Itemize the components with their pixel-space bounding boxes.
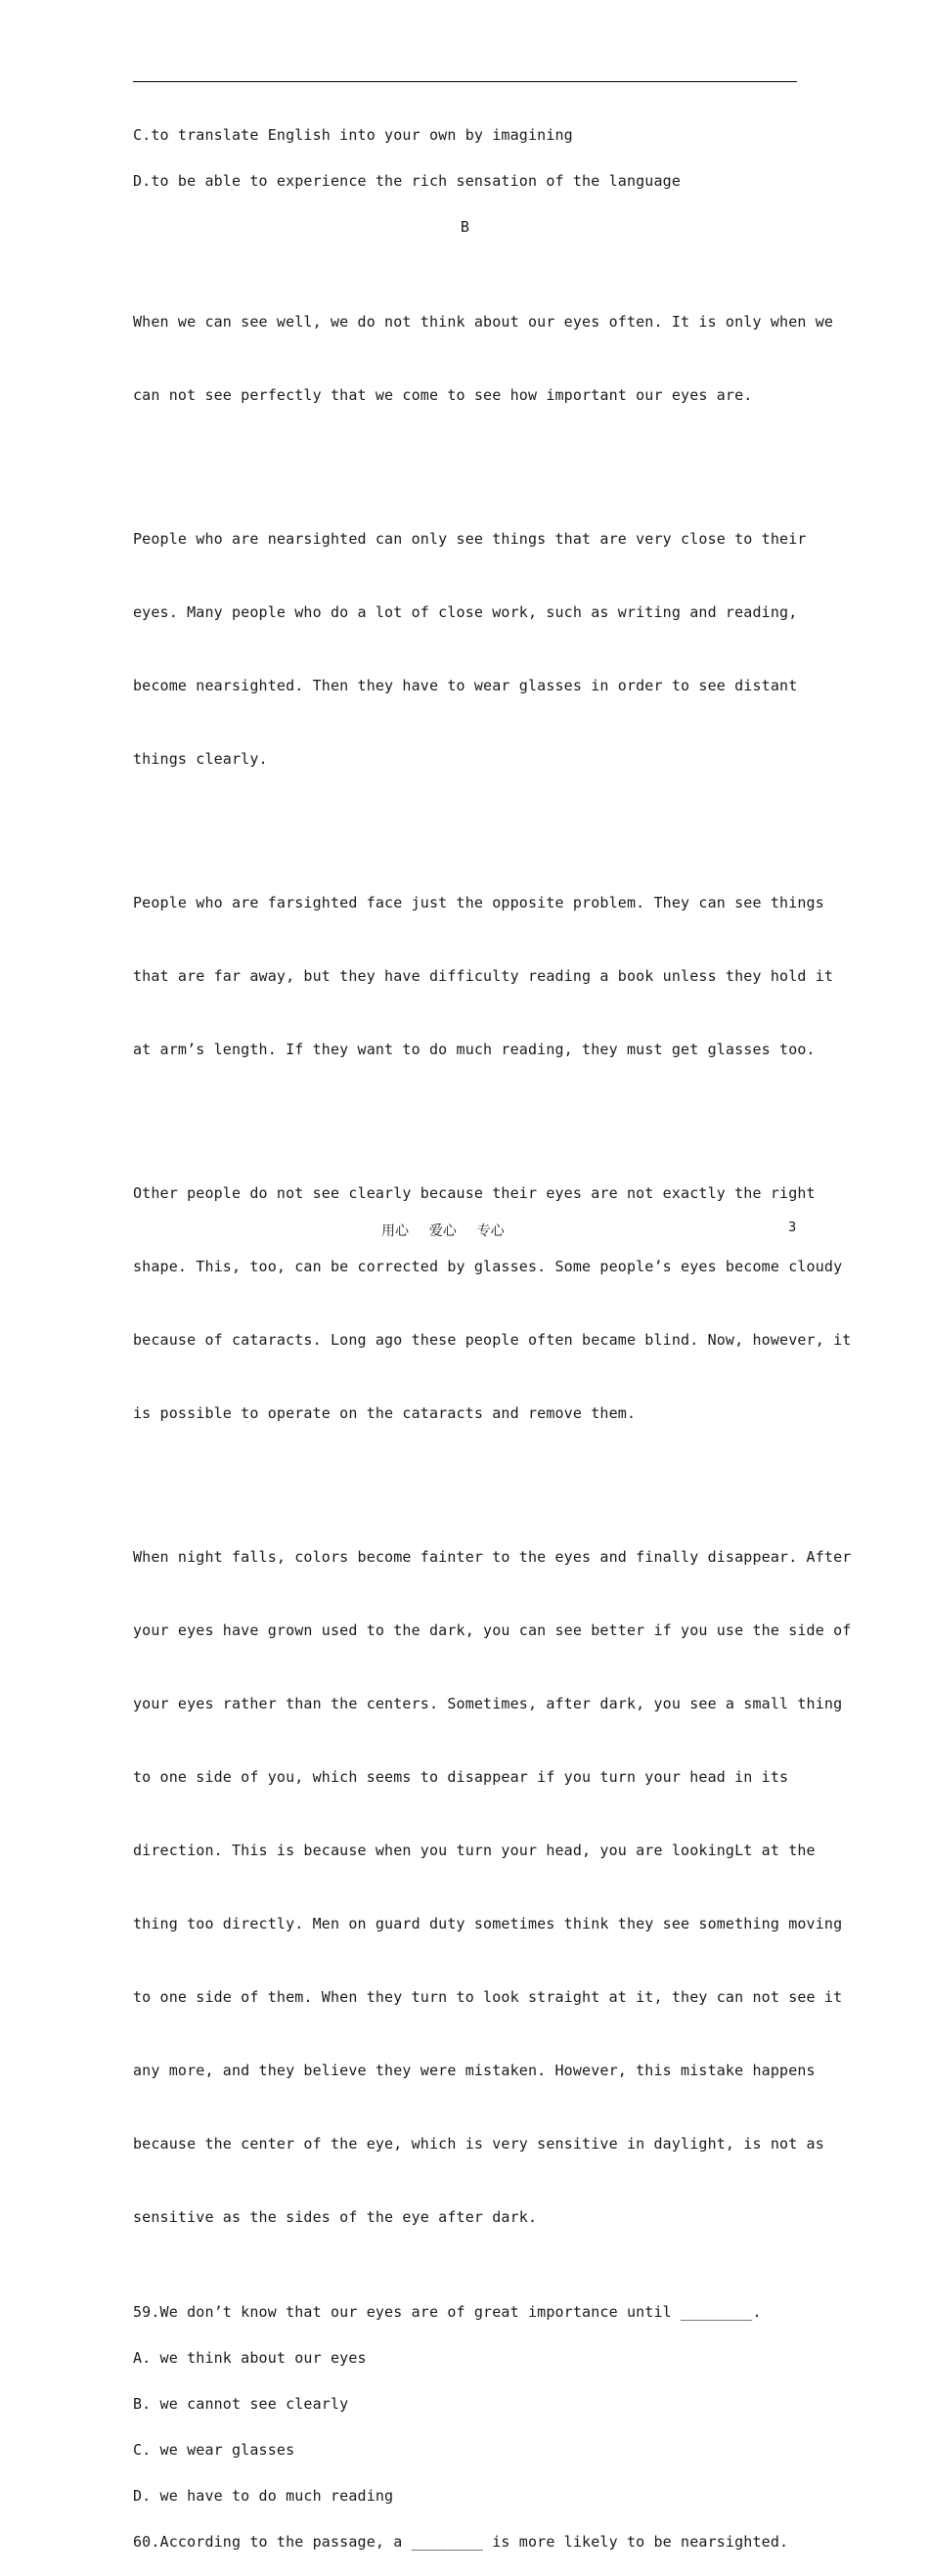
question-59-option-c: C. we wear glasses [133,2441,295,2459]
text-line: When night falls, colors become fainter to the eyes and finally disappear. After [133,1548,852,1566]
text-line: that are far away, but they have difficulty reading a book unless they hold it [133,967,834,985]
text-line: your eyes have grown used to the dark, you can see better if you use the side of [133,1621,852,1639]
text-line: things clearly. [133,750,268,768]
text-line: at arm’s length. If they want to do much reading, they must get glasses too. [133,1041,816,1058]
text-line: to one side of them. When they turn to look straight at it, they can not see it [133,1988,843,2006]
text-line: your eyes rather than the centers. Sometimes, after dark, you see a small thing [133,1695,843,1712]
text-line: thing too directly. Men on guard duty sometimes think they see something moving [133,1915,843,1932]
text-line: become nearsighted. Then they have to wear glasses in order to see distant [133,677,798,694]
text-line: direction. This is because when you turn your head, you are lookingLt at the [133,1842,816,1859]
document-body [133,123,852,2576]
question-59-option-d: D. we have to do much reading [133,2487,394,2505]
question-59-option-b: B. we cannot see clearly [133,2395,349,2413]
text-line: is possible to operate on the cataracts and remove them. [133,1404,637,1422]
text-line: shape. This, too, can be corrected by glasses. Some people’s eyes become cloudy [133,1258,843,1275]
question-60-stem: 60.According to the passage, a ________ is more likely to be nearsighted. [133,2533,789,2551]
prev-option-d: D.to be able to experience the rich sensation of the language [133,172,682,190]
paragraph-1 [133,261,834,457]
text-line: eyes. Many people who do a lot of close work, such as writing and reading, [133,603,798,621]
text-line: because the center of the eye, which is very sensitive in daylight, is not as [133,2135,824,2153]
text-line: When we can see well, we do not think about our eyes often. It is only when we [133,313,834,331]
paragraph-2 [133,478,808,821]
text-line: People who are farsighted face just the opposite problem. They can see things [133,894,824,911]
text-line: People who are nearsighted can only see things that are very close to their [133,530,807,548]
paragraph-4 [133,1133,852,1475]
text-line: sensitive as the sides of the eye after dark. [133,2208,538,2226]
question-59-stem: 59.We don’t know that our eyes are of great importance until ________. [133,2303,762,2321]
text-line: any more, and they believe they were mistaken. However, this mistake happens [133,2062,816,2079]
text-line: Other people do not see clearly because their eyes are not exactly the right [133,1184,816,1202]
header-rule [133,81,797,82]
footer-motto: 用心 爱心 专心 [381,1223,505,1239]
text-line: to one side of you, which seems to disappear if you turn your head in its [133,1768,789,1786]
section-label: B [460,218,470,236]
text-line: can not see perfectly that we come to see how important our eyes are. [133,386,753,404]
paragraph-3 [133,842,834,1111]
question-59-option-a: A. we think about our eyes [133,2349,367,2367]
paragraph-5 [133,1496,852,2279]
prev-option-c: C.to translate English into your own by imagining [133,126,573,144]
page-number: 3 [788,1221,797,1235]
text-line: because of cataracts. Long ago these people often became blind. Now, however, it [133,1331,852,1349]
